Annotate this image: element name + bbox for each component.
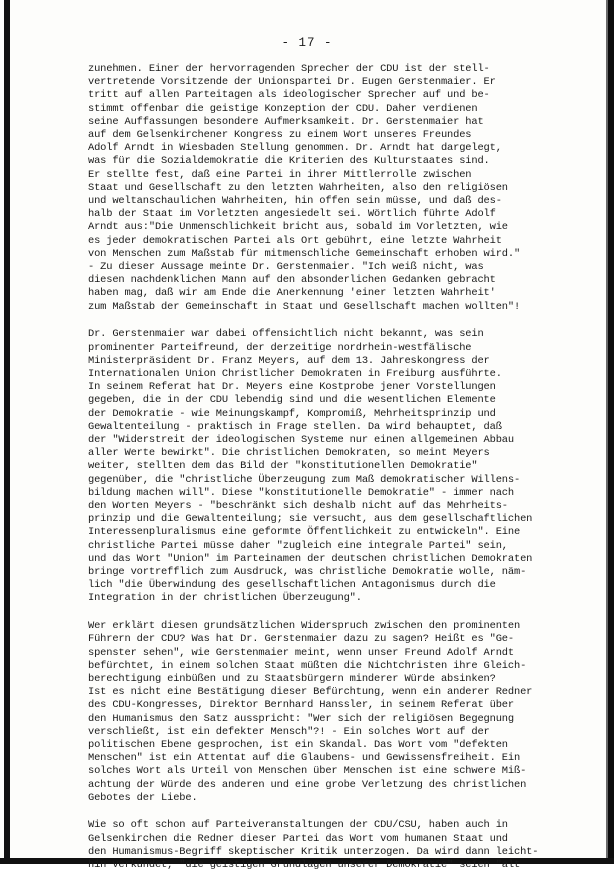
text-line: Integration in der christlichen Überzeugung". [88, 592, 362, 605]
text-line: Gebotes der Liebe. [88, 791, 198, 804]
text-line: gegenüber, die "christliche Überzeugung zum Maß demokratischer Willens- [88, 473, 521, 486]
text-line: befürchtet, in einem solchen Staat müßten die Nichtchristen ihre Gleich- [88, 659, 527, 672]
text-line: von Menschen zum Maßstab für mitmenschliche Gemeinschaft erhoben wird." [88, 247, 521, 260]
text-line: des CDU-Kongresses, Direktor Bernhard Hanssler, in seinem Referat über [88, 699, 514, 712]
text-line: vertretende Vorsitzende der Unionspartei Dr. Eugen Gerstenmaier. Er [88, 76, 496, 89]
paragraph [88, 819, 578, 872]
text-line: hin verkündet, "die geistigen Grundlagen unserer Demokratie" seien "alt [88, 859, 521, 872]
paragraph [88, 328, 578, 605]
text-line: aller Werte bewirkt". Die christlichen Demokraten, so meint Meyers [88, 447, 490, 460]
text-line: den Humanismus-Begriff skeptischer Kritik unterzogen. Da wird dann leicht- [88, 845, 539, 858]
page-number: - 17 - [281, 36, 333, 50]
text-line: bringe vortrefflich zum Ausdruck, was christliche Demokratie wolle, näm- [88, 566, 527, 579]
text-line: solches Wort als Urteil von Menschen über Menschen ist eine schwere Miß- [88, 765, 527, 778]
text-line: gegeben, die in der CDU lebendig sind und die wesentlichen Elemente [88, 394, 496, 407]
paragraph [88, 63, 578, 314]
scan-border-right [608, 0, 614, 864]
text-line: und weltanschaulichen Wahrheiten, hin offen sein müsse, und daß des- [88, 195, 502, 208]
text-line: politischen Ebene gesprochen, ist ein Skandal. Das Wort vom "defekten [88, 738, 508, 751]
text-line: Interessenpluralismus eine geformte Öffentlichkeit zu entwickeln". Eine [88, 526, 521, 539]
text-line: Führern der CDU? Was hat Dr. Gerstenmaier dazu zu sagen? Heißt es "Ge- [88, 633, 514, 646]
text-line: Arndt aus:"Die Unmenschlichkeit bricht aus, sobald im Vorletzten, wie [88, 221, 508, 234]
text-line: Er stellte fest, daß eine Partei in ihrer Mittlerrolle zwischen [88, 168, 472, 181]
paragraph [88, 620, 578, 805]
scan-border-left [4, 0, 10, 864]
text-line: - Zu dieser Aussage meinte Dr. Gerstenmaier. "Ich weiß nicht, was [88, 261, 484, 274]
text-line: was für die Sozialdemokratie die Kriterien des Kulturstaates sind. [88, 155, 490, 168]
text-line: diesen nachdenklichen Mann auf den absonderlichen Gedanken gebracht [88, 274, 496, 287]
text-line: und das Wort "Union" im Parteinamen der deutschen christlichen Demokraten [88, 552, 533, 565]
text-line: der Demokratie - wie Meinungskampf, Kompromiß, Mehrheitsprinzip und [88, 407, 496, 420]
text-line: tritt auf allen Parteitagen als ideologischer Sprecher auf und be- [88, 89, 490, 102]
text-line: es jeder demokratischen Partei als Ort gebührt, eine letzte Wahrheit [88, 234, 502, 247]
text-line: den Worten Meyers - "beschränkt sich deshalb nicht auf das Mehrheits- [88, 500, 508, 512]
text-line: berechtigung einbüßen und zu Staatsbürgern minderer Würde absinken? [88, 672, 496, 685]
text-line: Ist es nicht eine Bestätigung dieser Befürchtung, wenn ein anderer Redner [88, 686, 533, 699]
text-line: der "Widerstreit der ideologischen Systeme nur einen allgemeinen Abbau [88, 433, 514, 446]
text-line: Adolf Arndt in Wiesbaden Stellung genommen. Dr. Arndt hat dargelegt, [88, 142, 502, 155]
text-line: Staat und Gesellschaft zu den letzten Wahrheiten, also den religiösen [88, 181, 508, 194]
text-line: seine Auffassungen besondere Aufmerksamkeit. Dr. Gerstenmaier hat [88, 115, 484, 128]
text-line: lich "die Überwindung des gesellschaftlichen Antagonismus durch die [88, 579, 496, 592]
text-line: achtung der Würde des anderen und eine grobe Verletzung des christlichen [88, 778, 527, 791]
text-line: bildung machen will". Diese "konstitutionelle Demokratie" - immer nach [88, 486, 514, 499]
text-line: In seinem Referat hat Dr. Meyers eine Kostprobe jener Vorstellungen [88, 381, 496, 394]
text-line: christliche Partei müsse daher "zugleich eine integrale Partei" sein, [88, 539, 508, 552]
text-line: Menschen" ist ein Attentat auf die Glaubens- und Gewissensfreiheit. Ein [88, 752, 521, 765]
text-line: Gelsenkirchen die Redner dieser Partei das Wort vom humanen Staat und [88, 832, 508, 845]
text-line: verschließt, ist ein defekter Mensch"?! - Ein solches Wort auf der [88, 725, 490, 738]
text-line: weiter, stellten dem das Bild der "konstitutionellen Demokratie" [88, 460, 478, 473]
text-line: Internationalen Union Christlicher Demokraten in Freiburg ausführte. [88, 367, 502, 380]
text-line: spenster sehen", wie Gerstenmaier meint, wenn unser Freund Adolf Arndt [88, 646, 514, 659]
document-body [88, 63, 578, 887]
text-line: zum Maßstab der Gemeinschaft in Staat und Gesellschaft machen wollten"! [88, 300, 521, 313]
text-line: Wie so oft schon auf Parteiveranstaltungen der CDU/CSU, haben auch in [88, 819, 508, 832]
text-line: halb der Staat im Vorletzten angesiedelt sei. Wörtlich führte Adolf [88, 208, 496, 221]
text-line: Wer erklärt diesen grundsätzlichen Widerspruch zwischen den prominenten [88, 620, 521, 633]
text-line: auf dem Gelsenkirchener Kongress zu einem Wort unseres Freundes [88, 129, 472, 142]
text-line: Ministerpräsident Dr. Franz Meyers, auf dem 13. Jahreskongress der [88, 354, 490, 367]
text-line: stimmt offenbar die geistige Konzeption der CDU. Daher verdienen [88, 102, 478, 115]
text-line: Gewaltenteilung - praktisch in Frage stellen. Da wird behauptet, daß [88, 420, 502, 433]
text-line: zunehmen. Einer der hervorragenden Sprecher der CDU ist der stell- [88, 63, 490, 75]
text-line: den Humanismus den Satz ausspricht: "Wer sich der religiösen Begegnung [88, 712, 514, 725]
text-line: Dr. Gerstenmaier war dabei offensichtlich nicht bekannt, was sein [88, 328, 484, 341]
text-line: prominenter Parteifreund, der derzeitige nordrhein-westfälische [88, 341, 472, 354]
text-line: haben mag, daß wir am Ende die Anerkennung 'einer letzten Wahrheit' [88, 287, 496, 300]
text-line: prinzip und die Gewaltenteilung; sie versucht, aus dem gesellschaftlichen [88, 513, 533, 526]
